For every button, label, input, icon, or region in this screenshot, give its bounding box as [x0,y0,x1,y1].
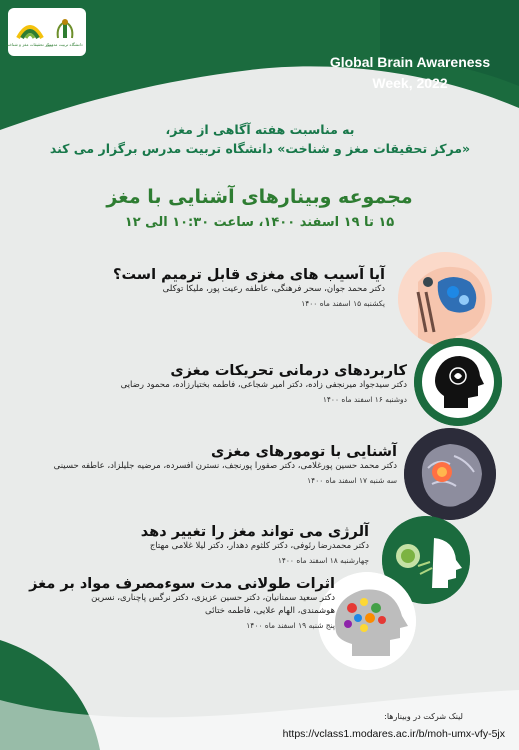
talk-4-title: آلرژی می تواند مغز را تغییر دهد [140,524,369,540]
talk-5-speakers-line1: دکتر سعید سمنانیان، دکتر حسین عزیزی، دکتر نرگس پاچناری، نسرین [91,593,335,603]
talk-5-date: پنج شنبه ۱۹ اسفند ماه ۱۴۰۰ [246,621,335,630]
university-logo [46,12,83,52]
talk-4-date: چهارشنبه ۱۸ اسفند ماه ۱۴۰۰ [277,556,369,565]
talk-2-speakers: دکتر سیدجواد میرنجفی زاده، دکتر امیر شجاعی، فاطمه بختیارزاده، محمود رضایی [120,380,407,390]
series-title: مجموعه وبینارهای آشنایی با مغز [106,186,413,208]
event-title-line1: Global Brain Awareness [329,54,491,70]
talk-1-date: یکشنبه ۱۵ اسفند ماه ۱۴۰۰ [301,299,385,308]
event-title-line2: Week, 2022 [372,75,448,91]
logos-box [5,8,86,56]
talk-3-speakers: دکتر محمد حسین پورغلامی، دکتر صفورا پورنجف، نسترن افسرده، مرضیه جلیلزاد، عاطفه حسینی [53,461,397,471]
intro-line2: «مرکز تحقیقات مغز و شناخت» دانشگاه تربیت مدرس برگزار می کند [49,141,471,156]
talk-2-title: کاربردهای درمانی تحریکات مغزی [170,363,407,379]
brain-tumor-icon [404,428,496,520]
talk-5-title: اثرات طولانی مدت سوءمصرف مواد بر مغز [29,576,335,592]
event-title [315,52,505,94]
talk-5-speakers-line2: هوشمندی، الهام علایی، فاطمه ختائی [205,606,335,616]
brain-repair-icon [398,252,492,346]
intro-text [40,120,480,158]
talk-2-date: دوشنبه ۱۶ اسفند ماه ۱۴۰۰ [322,395,407,404]
talk-4-speakers: دکتر محمدرضا رئوفی، دکتر کلثوم دهدار، دکتر لیلا غلامی مهتاج [149,541,369,551]
webinar-link[interactable]: https://vclass1.modares.ac.ir/b/moh-umx-vfy-5jx [282,728,505,740]
talk-5 [29,576,335,632]
talk-3-title: آشنایی با تومورهای مغزی [211,444,397,460]
talk-1 [55,267,385,310]
talk-1-title: آیا آسیب های مغزی قابل ترمیم است؟ [113,267,385,283]
series-date: ۱۵ تا ۱۹ اسفند ۱۴۰۰، ساعت ۱۰:۳۰ الی ۱۲ [124,215,395,230]
talk-2 [37,363,407,406]
head-stimulation-icon [414,338,502,426]
brain-research-center-logo [5,12,54,52]
talk-3 [7,444,397,487]
intro-line1: به مناسبت هفته آگاهی از مغز، [165,122,355,137]
logo-left-caption: مرکز تحقیقات مغز و شناخت [5,41,54,47]
talk-3-date: سه شنبه ۱۷ اسفند ماه ۱۴۰۰ [307,476,397,485]
talk-4 [19,524,369,567]
talk-1-speakers: دکتر محمد جوان، سحر فرهنگی، عاطفه رعیت پور، ملیکا توکلی [162,284,385,294]
logo-right-caption: دانشگاه تربیت مدرس [46,41,83,47]
link-label: لینک شرکت در وبینارها: [384,712,463,721]
